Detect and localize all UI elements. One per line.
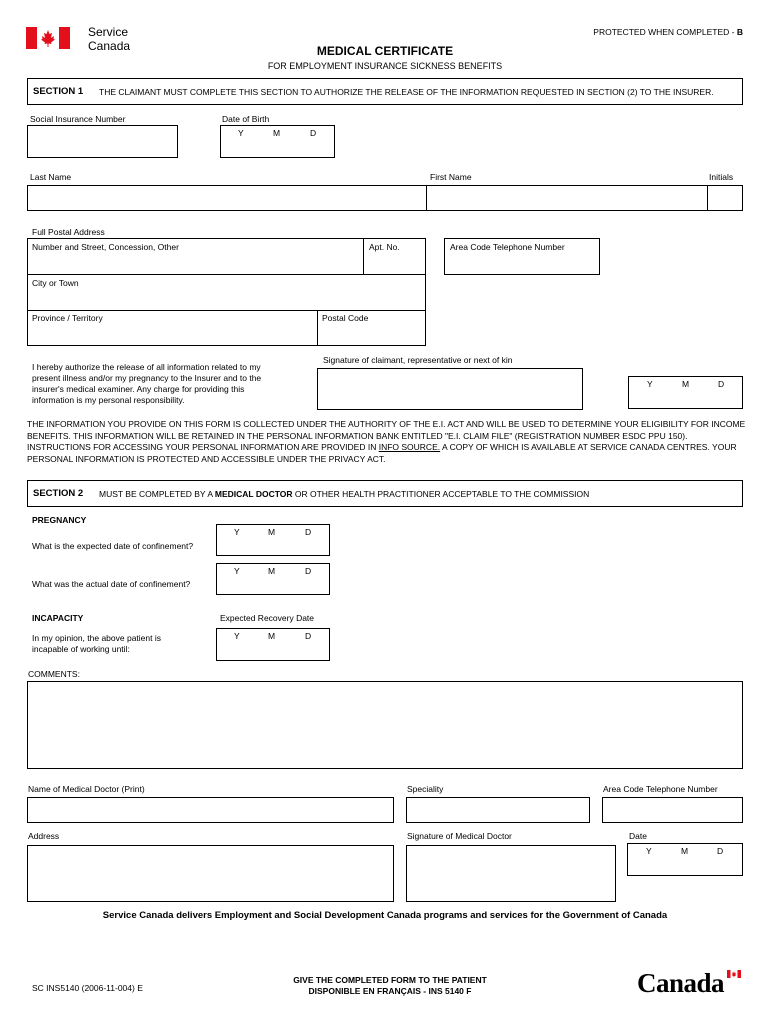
act-d: D — [305, 566, 312, 576]
french-available: DISPONIBLE EN FRANÇAIS - INS 5140 F — [308, 986, 472, 996]
first-name-field[interactable] — [426, 185, 708, 211]
last-name-field[interactable] — [27, 185, 427, 211]
apt-label: Apt. No. — [369, 242, 400, 252]
address-label: Address — [28, 831, 60, 841]
comments-label: COMMENTS: — [28, 669, 80, 679]
sig-date-y: Y — [647, 379, 653, 389]
protected-notice: PROTECTED WHEN COMPLETED - B — [593, 27, 743, 37]
sin-label: Social Insurance Number — [30, 114, 126, 124]
city-label: City or Town — [32, 278, 79, 288]
street-label: Number and Street, Concession, Other — [32, 242, 179, 252]
signature-label: Signature of claimant, representative or next of kin — [323, 355, 513, 365]
sig-date-m: M — [682, 379, 690, 389]
section2-label: SECTION 2 — [33, 488, 84, 499]
phone-label: Area Code Telephone Number — [450, 242, 565, 252]
dob-label: Date of Birth — [222, 114, 270, 124]
initials-field[interactable] — [707, 185, 743, 211]
canada-wordmark: Canada — [637, 968, 747, 1002]
doctor-name-label: Name of Medical Doctor (Print) — [28, 784, 145, 794]
info-source-link[interactable]: INFO SOURCE. — [378, 442, 441, 452]
last-name-label: Last Name — [30, 172, 72, 182]
actual-confinement-label: What was the actual date of confinement? — [32, 579, 191, 589]
recovery-date-label: Expected Recovery Date — [220, 613, 315, 623]
dob-m: M — [273, 128, 281, 138]
section1-label: SECTION 1 — [33, 86, 84, 97]
section1-banner — [27, 78, 743, 105]
exp-y: Y — [234, 527, 240, 537]
act-y: Y — [234, 566, 240, 576]
doctor-phone-label: Area Code Telephone Number — [603, 784, 718, 794]
service-canada-tagline: Service Canada delivers Employment and Social Development Canada programs and services for the Government of Canada — [102, 910, 668, 921]
full-address-label: Full Postal Address — [32, 227, 105, 237]
sig-date-d: D — [718, 379, 725, 389]
province-label: Province / Territory — [32, 313, 103, 323]
section2-instruction: MUST BE COMPLETED BY A MEDICAL DOCTOR OR OTHER HEALTH PRACTITIONER ACCEPTABLE TO THE COMMISSION — [99, 489, 590, 499]
logo-canada: Canada — [88, 39, 131, 53]
wordmark-flag-icon — [727, 970, 741, 978]
doctor-signature-label: Signature of Medical Doctor — [407, 831, 512, 841]
logo-service: Service — [88, 25, 129, 39]
doctor-signature-field[interactable] — [406, 845, 616, 902]
postal-code-label: Postal Code — [322, 313, 369, 323]
act-m: M — [268, 566, 276, 576]
section2-banner — [27, 480, 743, 507]
doctor-address-field[interactable] — [27, 845, 394, 902]
doc-date-m: M — [681, 846, 689, 856]
form-title: MEDICAL CERTIFICATE — [316, 44, 454, 58]
give-to-patient: GIVE THE COMPLETED FORM TO THE PATIENT — [293, 975, 487, 985]
form-number: SC INS5140 (2006-11-004) E — [32, 983, 143, 993]
authorization-text: I hereby authorize the release of all information related to my present illness and/or my pregnancy to the Insurer and to the insurer's medical examiner. Any charge for providing this information is my personal responsibility. — [32, 362, 262, 405]
city-field[interactable] — [27, 274, 426, 311]
comments-field[interactable] — [27, 681, 743, 769]
incapacity-heading: INCAPACITY — [32, 613, 84, 623]
doctor-name-field[interactable] — [27, 797, 394, 823]
pregnancy-heading: PREGNANCY — [32, 515, 87, 525]
dob-d: D — [310, 128, 317, 138]
section1-instruction: THE CLAIMANT MUST COMPLETE THIS SECTION TO AUTHORIZE THE RELEASE OF THE INFORMATION REQUESTED IN SECTION (2) TO THE INSURER. — [99, 87, 714, 97]
exp-m: M — [268, 527, 276, 537]
rec-m: M — [268, 631, 276, 641]
initials-label: Initials — [709, 172, 734, 182]
exp-d: D — [305, 527, 312, 537]
privacy-notice: THE INFORMATION YOU PROVIDE ON THIS FORM IS COLLECTED UNDER THE AUTHORITY OF THE E.I. ACT AND WILL BE USED TO DETERMINE YOUR ELIGIBILITY FOR INCOME BENEFITS. THIS INFORMATION WILL BE RETAINED IN THE PERSONAL INFORMATION BANK ENTITLED "E.I. CLAIM FILE" (REGISTRATION NUMBER ESDC PPU 150). INSTRUCTIONS FOR ACCESSING YOUR PERSONAL INFORMATION ARE PROVIDED IN INFO SOURCE. A COPY OF WHICH IS AVAILABLE AT SERVICE CANADA CENTRES. YOUR PERSONAL INFORMATION IS PROTECTED AND ACCESSIBLE UNDER THE PRIVACY ACT. — [27, 419, 746, 464]
date-label: Date — [629, 831, 647, 841]
incapable-text: In my opinion, the above patient is incapable of working until: — [32, 633, 161, 654]
speciality-label: Speciality — [407, 784, 444, 794]
dob-y: Y — [238, 128, 244, 138]
first-name-label: First Name — [430, 172, 472, 182]
sin-field[interactable] — [27, 125, 178, 158]
doc-date-d: D — [717, 846, 724, 856]
claimant-signature-field[interactable] — [317, 368, 583, 410]
doc-date-y: Y — [646, 846, 652, 856]
speciality-field[interactable] — [406, 797, 590, 823]
rec-d: D — [305, 631, 312, 641]
doctor-phone-field[interactable] — [602, 797, 743, 823]
rec-y: Y — [234, 631, 240, 641]
form-subtitle: FOR EMPLOYMENT INSURANCE SICKNESS BENEFITS — [267, 61, 503, 71]
expected-confinement-label: What is the expected date of confinement? — [32, 541, 194, 551]
